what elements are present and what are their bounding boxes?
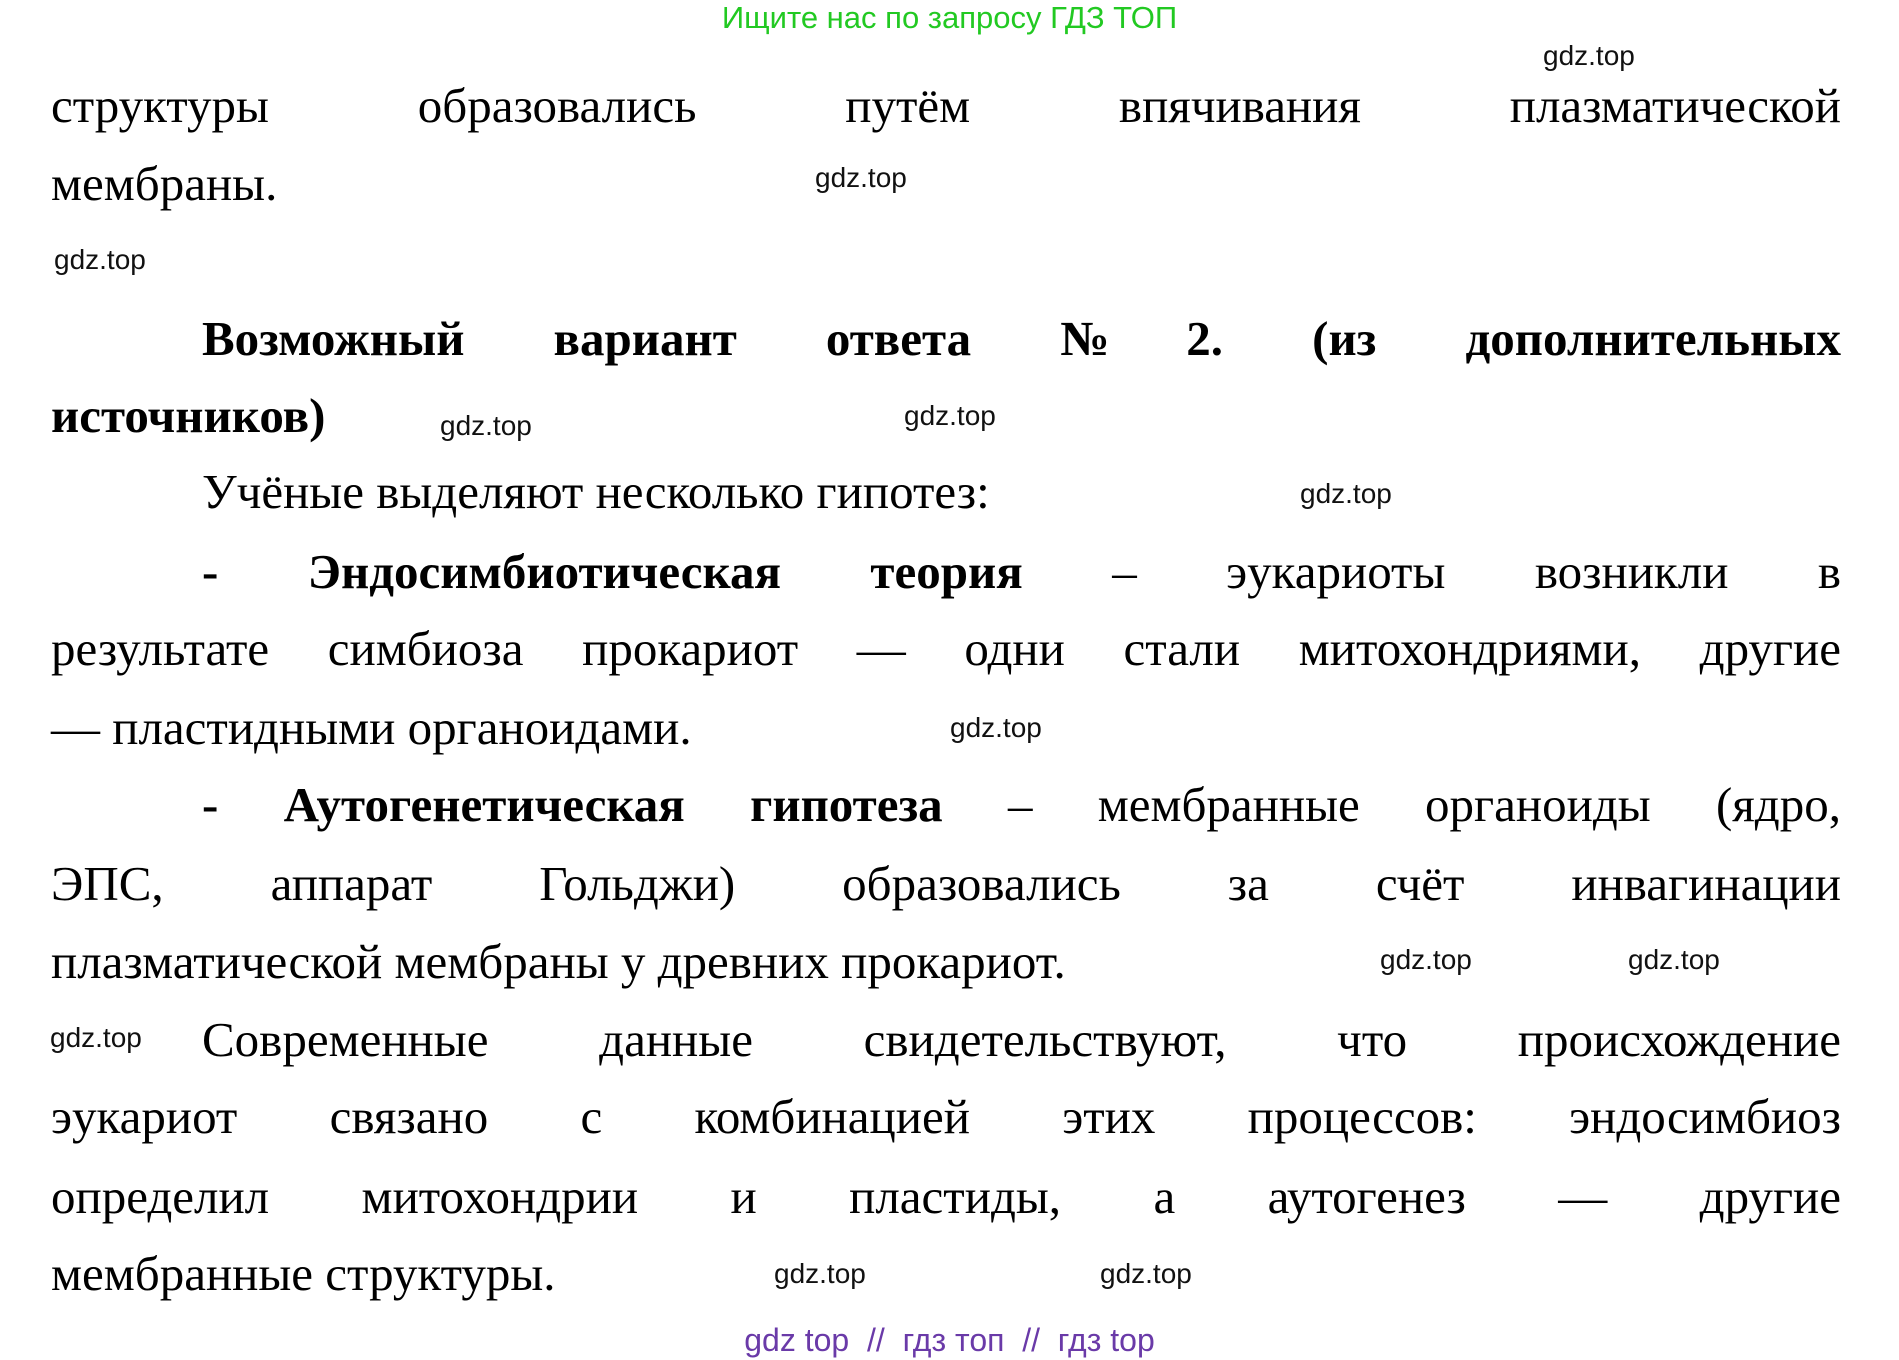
header-banner: Ищите нас по запросу ГДЗ ТОП xyxy=(721,0,1178,35)
watermark: gdz.top xyxy=(54,244,146,275)
watermark: gdz.top xyxy=(1100,1258,1192,1289)
definition: – мембранные органоиды (ядро, xyxy=(942,777,1841,832)
watermark: gdz.top xyxy=(1380,944,1472,975)
watermark: gdz.top xyxy=(774,1258,866,1289)
watermark: gdz.top xyxy=(1543,40,1635,71)
text-line: определил митохондрии и пластиды, а аутогенез — другие xyxy=(51,1169,1841,1224)
hypothesis-autogenetic xyxy=(202,775,1841,835)
text-line: — пластидными органоидами. xyxy=(51,700,692,755)
footer-links: gdz top // гдз топ // гдз top xyxy=(744,1322,1155,1358)
text-line: плазматической мембраны у древних прокариот. xyxy=(51,934,1066,989)
watermark: gdz.top xyxy=(904,400,996,431)
watermark: gdz.top xyxy=(1300,478,1392,509)
watermark: gdz.top xyxy=(815,162,907,193)
text-line: эукариот связано с комбинацией этих процессов: эндосимбиоз xyxy=(51,1089,1841,1144)
text-line: структуры образовались путём впячивания плазматической xyxy=(51,78,1841,133)
text-line: Учёные выделяют несколько гипотез: xyxy=(202,464,990,519)
text-line: мембраны. xyxy=(51,156,278,211)
text-line: мембранные структуры. xyxy=(51,1246,556,1301)
text-line: Современные данные свидетельствуют, что происхождение xyxy=(202,1012,1841,1067)
watermark: gdz.top xyxy=(950,712,1042,743)
text-line: ЭПС, аппарат Гольджи) образовались за счёт инвагинации xyxy=(51,856,1841,911)
definition: – эукариоты возникли в xyxy=(1022,544,1841,599)
term: - Аутогенетическая гипотеза xyxy=(202,777,943,832)
watermark: gdz.top xyxy=(50,1022,142,1053)
term: - Эндосимбиотическая теория xyxy=(202,544,1023,599)
watermark: gdz.top xyxy=(1628,944,1720,975)
section-heading: Возможный вариант ответа №2. (из дополнительных xyxy=(202,311,1841,366)
section-heading-cont: источников) xyxy=(51,388,326,443)
hypothesis-endosymbiotic xyxy=(202,542,1841,602)
text-line: результате симбиоза прокариот — одни стали митохондриями, другие xyxy=(51,621,1841,676)
watermark: gdz.top xyxy=(440,410,532,441)
